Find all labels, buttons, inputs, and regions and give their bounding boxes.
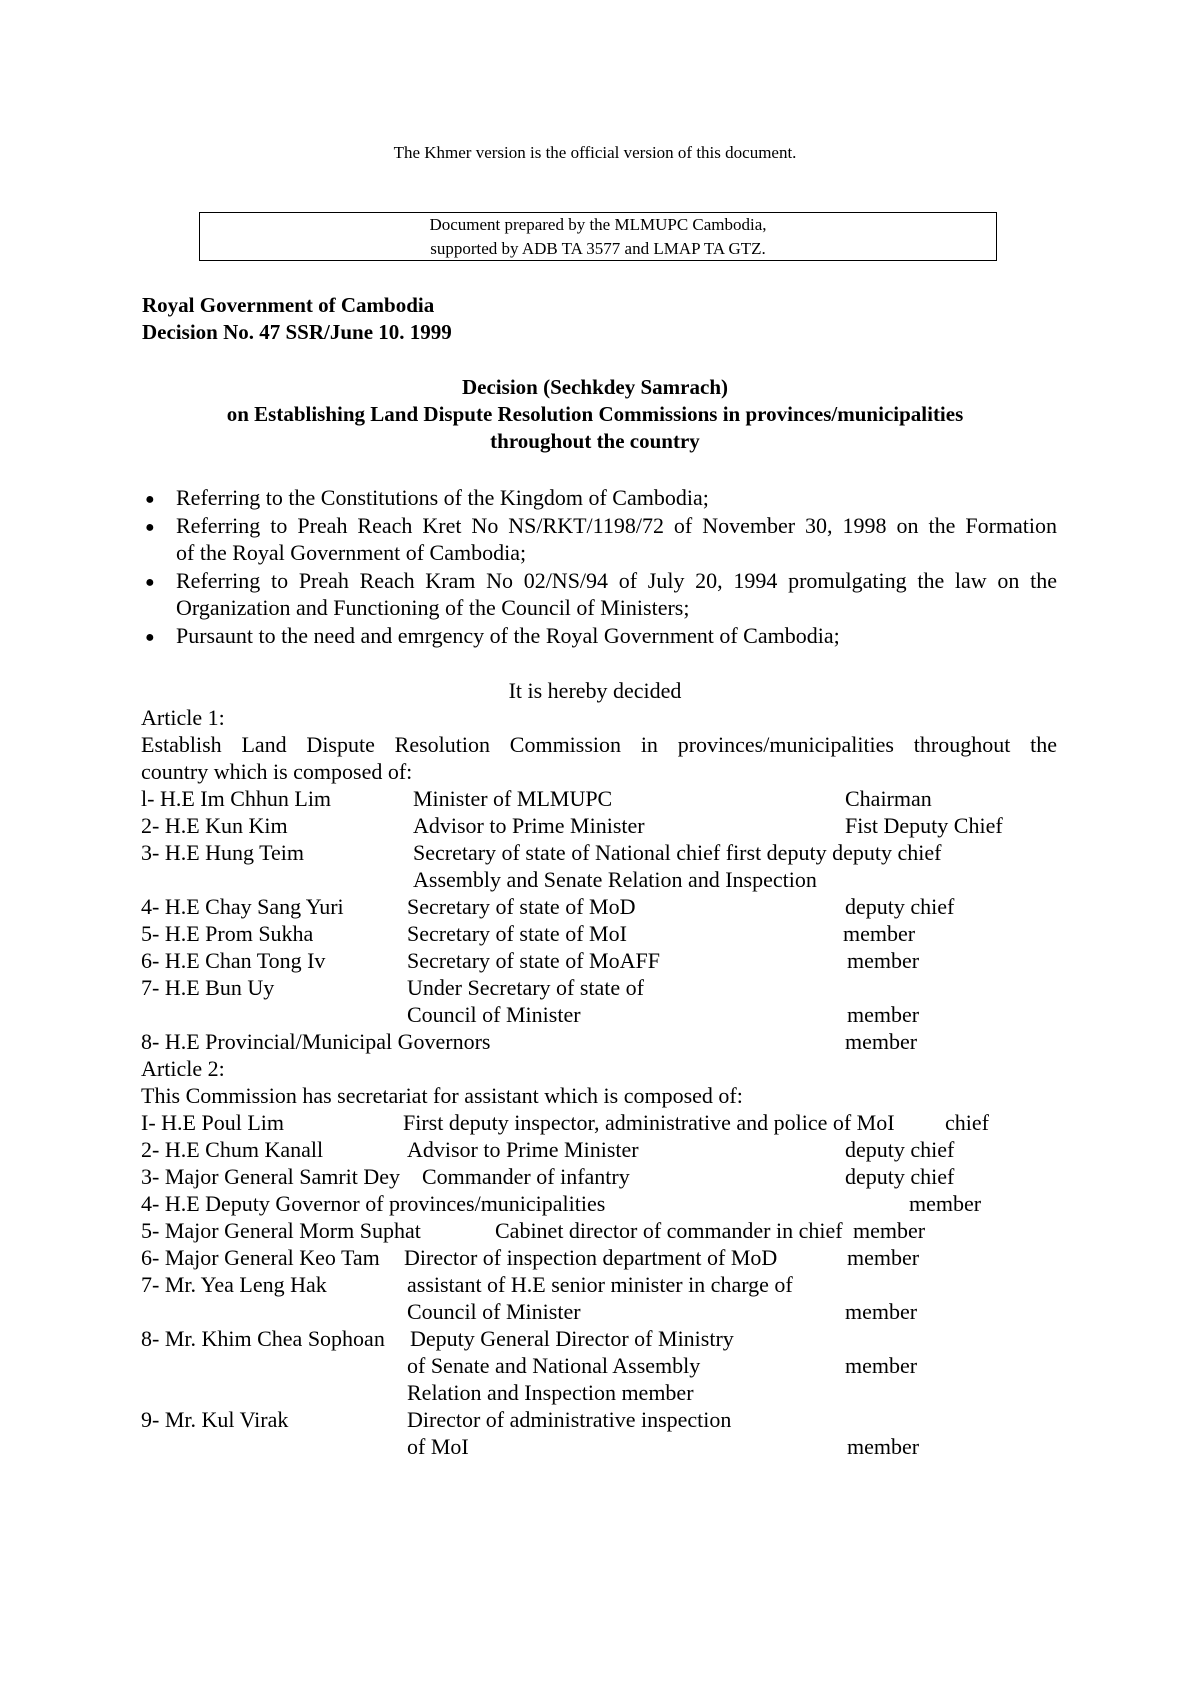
decision-number: Decision No. 47 SSR/June 10. 1999 bbox=[142, 320, 452, 344]
member-name: 8- H.E Provincial/Municipal Governors bbox=[141, 1029, 491, 1054]
member-role: member bbox=[845, 1353, 918, 1378]
member-position: Advisor to Prime Minister bbox=[407, 1137, 639, 1162]
member-position: Relation and Inspection member bbox=[407, 1380, 694, 1405]
member-position: Secretary of state of MoAFF bbox=[407, 948, 660, 973]
member-role: member bbox=[847, 1002, 920, 1027]
member-name: 5- Major General Morm Suphat bbox=[141, 1218, 421, 1243]
bullet-marker: ● bbox=[145, 519, 155, 536]
member-name: 4- H.E Chay Sang Yuri bbox=[141, 894, 344, 919]
member-name: 2- H.E Kun Kim bbox=[141, 813, 288, 838]
bullet-item: Referring to the Constitutions of the Kingdom of Cambodia; bbox=[176, 485, 709, 510]
member-position: Cabinet director of commander in chief bbox=[495, 1218, 843, 1243]
member-position: Director of administrative inspection bbox=[407, 1407, 732, 1432]
bullet-item-continuation: Organization and Functioning of the Council of Ministers; bbox=[176, 595, 690, 620]
article-2-intro: This Commission has secretariat for assistant which is composed of: bbox=[141, 1083, 743, 1108]
member-name: 9- Mr. Kul Virak bbox=[141, 1407, 289, 1432]
member-name: 6- H.E Chan Tong Iv bbox=[141, 948, 326, 973]
member-role: member bbox=[843, 921, 916, 946]
member-position: Secretary of state of MoD bbox=[407, 894, 636, 919]
bullet-item: Pursaunt to the need and emrgency of the Royal Government of Cambodia; bbox=[176, 623, 840, 648]
member-role: deputy chief bbox=[845, 1164, 955, 1189]
member-position: Secretary of state of National chief first deputy deputy chief bbox=[413, 840, 942, 865]
member-name: 4- H.E Deputy Governor of provinces/municipalities bbox=[141, 1191, 606, 1216]
member-position: Secretary of state of MoI bbox=[407, 921, 627, 946]
prepared-by-line-2: supported by ADB TA 3577 and LMAP TA GTZ. bbox=[430, 239, 766, 258]
member-role: deputy chief bbox=[845, 894, 955, 919]
member-position: First deputy inspector, administrative and police of MoI bbox=[403, 1110, 895, 1135]
member-position: Deputy General Director of Ministry bbox=[410, 1326, 734, 1351]
member-role: member bbox=[909, 1191, 982, 1216]
member-position: Minister of MLMUPC bbox=[413, 786, 613, 811]
decision-title-line-2: on Establishing Land Dispute Resolution Commissions in provinces/municipalities bbox=[226, 402, 964, 426]
bullet-marker: ● bbox=[145, 491, 155, 508]
member-position: of MoI bbox=[407, 1434, 469, 1459]
member-position: Advisor to Prime Minister bbox=[413, 813, 645, 838]
prepared-by-box bbox=[199, 212, 997, 261]
member-role: member bbox=[845, 1029, 918, 1054]
article-1-heading: Article 1: bbox=[141, 705, 225, 730]
member-role: member bbox=[847, 1245, 920, 1270]
member-position: Council of Minister bbox=[407, 1002, 581, 1027]
member-name: 6- Major General Keo Tam bbox=[141, 1245, 380, 1270]
article-2-heading: Article 2: bbox=[141, 1056, 225, 1081]
member-position: Assembly and Senate Relation and Inspection bbox=[413, 867, 817, 892]
bullet-item-continuation: of the Royal Government of Cambodia; bbox=[176, 540, 527, 565]
prepared-by-line-1: Document prepared by the MLMUPC Cambodia, bbox=[429, 215, 767, 234]
member-position: Commander of infantry bbox=[422, 1164, 630, 1189]
official-version-notice: The Khmer version is the official version of this document. bbox=[393, 143, 797, 162]
decision-title-line-3: throughout the country bbox=[490, 429, 700, 453]
member-name: 8- Mr. Khim Chea Sophoan bbox=[141, 1326, 385, 1351]
member-name: 5- H.E Prom Sukha bbox=[141, 921, 314, 946]
member-position: Under Secretary of state of bbox=[407, 975, 645, 1000]
member-name: I- H.E Poul Lim bbox=[141, 1110, 284, 1135]
member-role: member bbox=[847, 1434, 920, 1459]
article-1-intro: Establish Land Dispute Resolution Commission in provinces/municipalities throughout the bbox=[141, 732, 1057, 757]
member-position: of Senate and National Assembly bbox=[407, 1353, 701, 1378]
member-position: assistant of H.E senior minister in charge of bbox=[407, 1272, 793, 1297]
member-name: l- H.E Im Chhun Lim bbox=[141, 786, 332, 811]
member-name: 2- H.E Chum Kanall bbox=[141, 1137, 324, 1162]
member-name: 7- H.E Bun Uy bbox=[141, 975, 275, 1000]
government-heading: Royal Government of Cambodia bbox=[142, 293, 435, 317]
member-name: 3- Major General Samrit Dey bbox=[141, 1164, 401, 1189]
member-role: Chairman bbox=[845, 786, 932, 811]
member-role: deputy chief bbox=[845, 1137, 955, 1162]
member-role: member bbox=[845, 1299, 918, 1324]
decision-title-line-1: Decision (Sechkdey Samrach) bbox=[462, 375, 728, 399]
decided-line: It is hereby decided bbox=[508, 678, 682, 703]
member-position: Director of inspection department of MoD bbox=[404, 1245, 778, 1270]
member-role: Fist Deputy Chief bbox=[845, 813, 1003, 838]
bullet-marker: ● bbox=[145, 574, 155, 591]
bullet-item: Referring to Preah Reach Kram No 02/NS/94 of July 20, 1994 promulgating the law on the bbox=[176, 568, 1057, 593]
member-role: chief bbox=[945, 1110, 989, 1135]
member-name: 7- Mr. Yea Leng Hak bbox=[141, 1272, 327, 1297]
member-role: member bbox=[847, 948, 920, 973]
member-position: Council of Minister bbox=[407, 1299, 581, 1324]
member-name: 3- H.E Hung Teim bbox=[141, 840, 305, 865]
article-1-intro-continuation: country which is composed of: bbox=[141, 759, 413, 784]
bullet-item: Referring to Preah Reach Kret No NS/RKT/1198/72 of November 30, 1998 on the Formation bbox=[176, 513, 1057, 538]
member-role: member bbox=[853, 1218, 926, 1243]
bullet-marker: ● bbox=[145, 629, 155, 646]
